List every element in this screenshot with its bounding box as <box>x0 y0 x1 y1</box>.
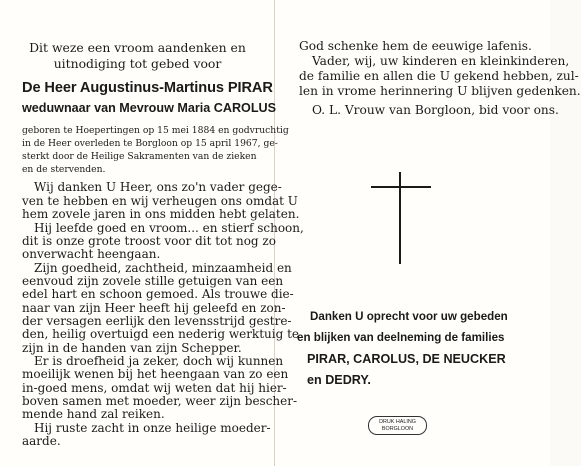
body-line: aarde. <box>22 434 61 448</box>
birth-line-3: sterkt door de Heilige Sakramenten van de zieken <box>22 151 257 162</box>
body-line: mende hand zal reiken. <box>22 407 165 421</box>
body-line: naar van zijn Heer heeft hij geleefd en zon- <box>22 301 286 315</box>
printer-stamp-line-2: BORGLOON <box>381 425 414 432</box>
printer-stamp-line-1: DRUK HALING <box>379 419 416 425</box>
body-line: Er is droefheid ja zeker, doch wij kunnen <box>34 354 284 368</box>
body-line: Hij ruste zacht in onze heilige moeder- <box>34 421 271 435</box>
intro-line-1: Dit weze een vroom aandenken en <box>29 40 246 55</box>
body-line: den, heilig overtuigd een nederig werktuig te <box>22 327 300 341</box>
body-line: der versagen eerlijk den levensstrijd gestre- <box>22 314 292 328</box>
body-line: hem zovele jaren in ons midden hebt gelaten. <box>22 207 300 221</box>
families-line-2: en DEDRY. <box>307 373 371 387</box>
body-line: dit is onze grote troost voor dit tot nog zo <box>22 234 276 248</box>
body-line: onverwacht heengaan. <box>22 247 161 261</box>
body-line: boven samen met moeder, weer zijn bescher- <box>22 394 298 408</box>
birth-line-1: geboren te Hoepertingen op 15 mei 1884 en godvruchtig <box>22 125 289 136</box>
birth-line-4: en de stervenden. <box>22 164 106 175</box>
thanks-line-1: Danken U oprecht voor uw gebeden <box>310 310 508 323</box>
body-line: Zijn goedheid, zachtheid, minzaamheid en <box>34 261 292 275</box>
prayer-line: Vader, wij, uw kinderen en kleinkinderen, <box>312 54 570 68</box>
prayer-line: God schenke hem de eeuwige lafenis. <box>299 39 532 53</box>
body-line: Hij leefde goed en vroom... en stierf schoon, <box>34 221 304 235</box>
body-line: in-goed mens, omdat wij weten dat hij hier- <box>22 381 287 395</box>
prayer-line: len in vrome herinnering U blijven gedenken. <box>299 84 581 98</box>
borgloon-invocation: O. L. Vrouw van Borgloon, bid voor ons. <box>312 103 559 117</box>
body-line: eenvoud zijn zovele stille getuigen van een <box>22 274 284 288</box>
birth-line-2: in de Heer overleden te Borgloon op 15 april 1967, ge- <box>22 138 278 149</box>
body-line: edel hart en schoon gemoed. Als trouwe die- <box>22 287 294 301</box>
body-line: moeilijk wenen bij het heengaan van zo een <box>22 367 289 381</box>
thanks-line-2: en blijken van deelneming de families <box>297 331 505 344</box>
prayer-line: de familie en allen die U gekend hebben, zul- <box>299 69 579 83</box>
printer-stamp <box>368 416 427 435</box>
cross-icon-arm <box>371 186 431 188</box>
families-line-1: PIRAR, CAROLUS, DE NEUCKER <box>307 352 506 366</box>
body-line: Wij danken U Heer, ons zo'n vader gege- <box>34 180 282 194</box>
deceased-name: De Heer Augustinus-Martinus PIRAR <box>22 80 273 96</box>
body-line: ven te hebben en wij verheugen ons omdat U <box>22 194 298 208</box>
widower-line: weduwnaar van Mevrouw Maria CAROLUS <box>22 101 277 115</box>
intro-line-2: uitnodiging tot gebed voor <box>53 56 222 71</box>
body-line: zijn in de handen van zijn Schepper. <box>22 341 242 355</box>
